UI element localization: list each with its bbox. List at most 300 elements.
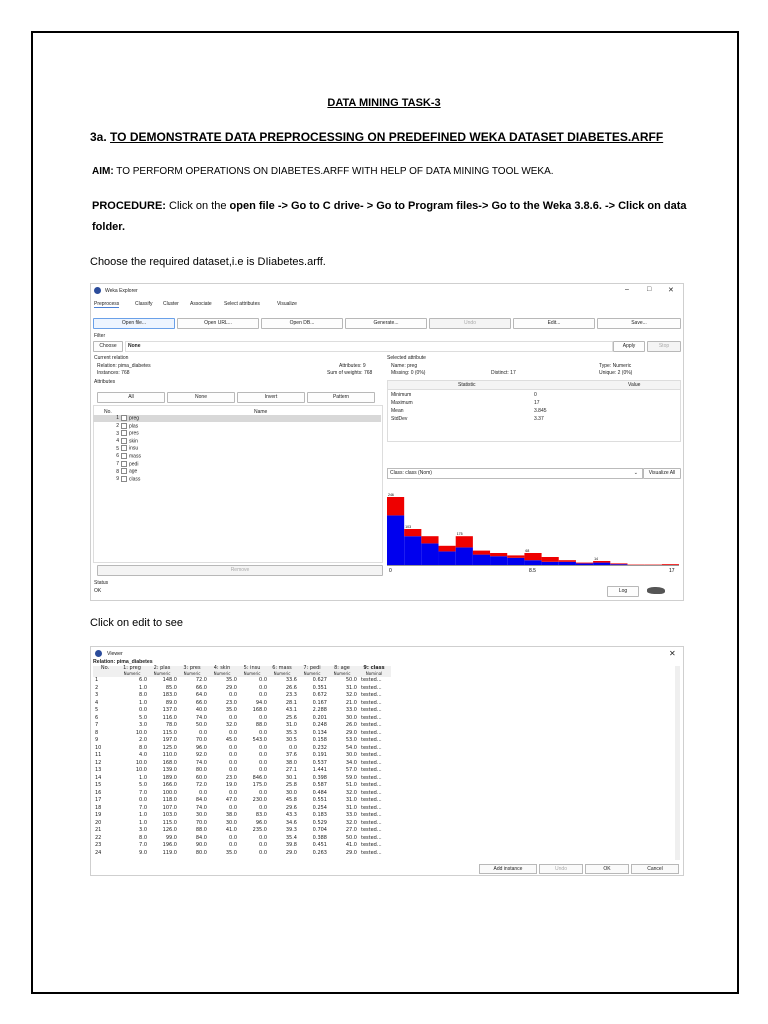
- attribute-checkbox[interactable]: [121, 415, 127, 421]
- table-cell[interactable]: 3.0: [139, 722, 147, 728]
- table-cell[interactable]: 0.704: [312, 827, 327, 833]
- table-cell[interactable]: 35.4: [285, 834, 297, 841]
- table-cell[interactable]: tested...: [361, 707, 382, 713]
- table-cell[interactable]: tested...: [361, 834, 382, 841]
- table-cell[interactable]: 39.3: [285, 827, 297, 833]
- table-cell[interactable]: 40.0: [195, 707, 207, 713]
- attribute-row[interactable]: [93, 423, 381, 430]
- table-cell[interactable]: 47.0: [225, 797, 237, 803]
- table-cell[interactable]: 25.8: [285, 782, 297, 788]
- table-cell[interactable]: 70.0: [195, 819, 207, 826]
- minimize-icon[interactable]: –: [625, 286, 629, 293]
- table-cell[interactable]: 1.0: [139, 699, 147, 706]
- table-cell[interactable]: 37.6: [285, 752, 297, 758]
- table-cell[interactable]: tested...: [361, 842, 382, 848]
- table-cell[interactable]: 2.288: [312, 707, 327, 713]
- table-cell[interactable]: 35.0: [225, 707, 237, 713]
- tab-associate[interactable]: Associate: [190, 301, 212, 307]
- table-cell[interactable]: 0.0: [199, 789, 207, 796]
- table-cell[interactable]: 50.0: [345, 677, 357, 683]
- table-cell[interactable]: 54.0: [345, 744, 357, 751]
- table-cell[interactable]: 66.0: [195, 684, 207, 691]
- table-cell[interactable]: 43.3: [285, 812, 297, 818]
- column-header[interactable]: [177, 666, 207, 677]
- table-cell[interactable]: 0.0: [259, 842, 267, 848]
- table-cell[interactable]: 84.0: [195, 797, 207, 803]
- table-cell[interactable]: 33.6: [285, 677, 297, 683]
- table-cell[interactable]: 35.3: [285, 729, 297, 736]
- table-cell[interactable]: 30.0: [345, 714, 357, 721]
- column-header[interactable]: [327, 666, 357, 677]
- table-cell[interactable]: 8: [95, 729, 99, 736]
- attribute-row[interactable]: [93, 415, 381, 422]
- table-cell[interactable]: 115.0: [162, 819, 177, 826]
- attribute-row[interactable]: [93, 453, 381, 460]
- attribute-checkbox[interactable]: [121, 438, 127, 444]
- table-cell[interactable]: 29.0: [225, 684, 237, 691]
- open-db-button[interactable]: Open DB...: [261, 318, 343, 329]
- table-cell[interactable]: tested...: [361, 819, 382, 826]
- apply-button[interactable]: Apply: [613, 341, 645, 352]
- attribute-row[interactable]: [93, 461, 381, 468]
- table-cell[interactable]: 0.0: [199, 729, 207, 736]
- table-cell[interactable]: 175.0: [252, 782, 267, 788]
- table-cell[interactable]: 45.0: [225, 737, 237, 743]
- table-cell[interactable]: 26.6: [285, 684, 297, 691]
- table-cell[interactable]: 72.0: [195, 782, 207, 788]
- table-cell[interactable]: 0.0: [259, 789, 267, 796]
- table-cell[interactable]: tested...: [361, 722, 382, 728]
- table-cell[interactable]: 0.0: [229, 759, 237, 766]
- class-select[interactable]: [387, 468, 643, 479]
- table-cell[interactable]: 29.0: [345, 729, 357, 736]
- stop-button[interactable]: Stop: [647, 341, 681, 352]
- table-cell[interactable]: 51.0: [345, 782, 357, 788]
- open-url-button[interactable]: Open URL...: [177, 318, 259, 329]
- table-cell[interactable]: 2.0: [139, 737, 147, 743]
- column-header[interactable]: [237, 666, 267, 677]
- table-cell[interactable]: 197.0: [162, 737, 177, 743]
- table-cell[interactable]: 8.0: [139, 834, 147, 841]
- column-header[interactable]: [207, 666, 237, 677]
- table-row[interactable]: [93, 692, 391, 700]
- table-cell[interactable]: 0.0: [229, 692, 237, 698]
- table-cell[interactable]: tested...: [361, 759, 382, 766]
- table-cell[interactable]: 57.0: [345, 767, 357, 773]
- close-icon[interactable]: ✕: [669, 649, 676, 658]
- table-cell[interactable]: 96.0: [255, 819, 267, 826]
- table-row[interactable]: [93, 760, 391, 768]
- table-cell[interactable]: 38.0: [285, 759, 297, 766]
- table-cell[interactable]: 16: [95, 789, 102, 796]
- table-cell[interactable]: 8.0: [139, 692, 147, 698]
- attribute-checkbox[interactable]: [121, 453, 127, 459]
- table-cell[interactable]: 32.0: [225, 722, 237, 728]
- table-cell[interactable]: 18: [95, 804, 102, 811]
- table-cell[interactable]: 94.0: [255, 699, 267, 706]
- table-row[interactable]: [93, 812, 391, 820]
- table-cell[interactable]: tested...: [361, 774, 382, 781]
- table-cell[interactable]: 0.0: [229, 789, 237, 796]
- table-cell[interactable]: 189.0: [162, 774, 177, 781]
- table-cell[interactable]: 1: [95, 677, 99, 683]
- table-cell[interactable]: 0.134: [312, 729, 327, 736]
- filter-field[interactable]: None: [125, 341, 613, 352]
- table-cell[interactable]: 119.0: [162, 849, 177, 856]
- table-cell[interactable]: tested...: [361, 744, 382, 751]
- table-cell[interactable]: 0.672: [312, 692, 327, 698]
- table-cell[interactable]: 29.0: [345, 849, 357, 856]
- table-cell[interactable]: 23.3: [285, 692, 297, 698]
- table-row[interactable]: [93, 745, 391, 753]
- table-cell[interactable]: 116.0: [162, 714, 177, 721]
- table-row[interactable]: [93, 767, 391, 775]
- table-row[interactable]: [93, 842, 391, 850]
- table-row[interactable]: [93, 715, 391, 723]
- tab-select-attributes[interactable]: Select attributes: [224, 301, 260, 307]
- table-cell[interactable]: 115.0: [162, 729, 177, 736]
- attribute-checkbox[interactable]: [121, 445, 127, 451]
- table-cell[interactable]: tested...: [361, 684, 382, 691]
- table-cell[interactable]: 0.627: [312, 677, 327, 683]
- table-cell[interactable]: 88.0: [255, 722, 267, 728]
- table-cell[interactable]: 30.0: [195, 812, 207, 818]
- table-cell[interactable]: 0.0: [259, 804, 267, 811]
- table-cell[interactable]: 21: [95, 827, 102, 833]
- attribute-checkbox[interactable]: [121, 468, 127, 474]
- table-cell[interactable]: 89.0: [165, 699, 177, 706]
- table-cell[interactable]: 30.0: [225, 819, 237, 826]
- table-cell[interactable]: 8.0: [139, 744, 147, 751]
- table-cell[interactable]: 148.0: [162, 677, 177, 683]
- table-cell[interactable]: 0.0: [229, 804, 237, 811]
- table-cell[interactable]: 24: [95, 849, 102, 856]
- table-row[interactable]: [93, 722, 391, 730]
- invert-button[interactable]: Invert: [237, 392, 305, 403]
- undo-button[interactable]: Undo: [539, 864, 583, 874]
- table-cell[interactable]: 27.1: [285, 767, 297, 773]
- table-cell[interactable]: 139.0: [162, 767, 177, 773]
- table-cell[interactable]: 29.6: [285, 804, 297, 811]
- table-cell[interactable]: 196.0: [162, 842, 177, 848]
- table-cell[interactable]: 168.0: [252, 707, 267, 713]
- table-cell[interactable]: 27.0: [345, 827, 357, 833]
- table-row[interactable]: [93, 782, 391, 790]
- attribute-row[interactable]: [93, 476, 381, 483]
- table-cell[interactable]: 0.0: [139, 707, 147, 713]
- ok-button[interactable]: OK: [585, 864, 629, 874]
- table-cell[interactable]: 0.0: [259, 849, 267, 856]
- table-cell[interactable]: 84.0: [195, 834, 207, 841]
- table-cell[interactable]: 50.0: [195, 722, 207, 728]
- table-cell[interactable]: 32.0: [345, 819, 357, 826]
- table-cell[interactable]: 33.0: [345, 812, 357, 818]
- table-cell[interactable]: 23.0: [225, 774, 237, 781]
- table-cell[interactable]: 846.0: [252, 774, 267, 781]
- table-cell[interactable]: 10.0: [135, 767, 147, 773]
- table-cell[interactable]: 30.5: [285, 737, 297, 743]
- table-cell[interactable]: 38.0: [225, 812, 237, 818]
- table-cell[interactable]: 0.201: [312, 714, 327, 721]
- table-cell[interactable]: tested...: [361, 812, 382, 818]
- table-cell[interactable]: 59.0: [345, 774, 357, 781]
- table-cell[interactable]: 90.0: [195, 842, 207, 848]
- table-cell[interactable]: 230.0: [252, 797, 267, 803]
- table-cell[interactable]: 0.0: [229, 842, 237, 848]
- attribute-checkbox[interactable]: [121, 423, 127, 429]
- table-cell[interactable]: 15: [95, 782, 102, 788]
- table-cell[interactable]: 34.0: [345, 759, 357, 766]
- attribute-row[interactable]: [93, 445, 381, 452]
- table-cell[interactable]: tested...: [361, 849, 382, 856]
- log-button[interactable]: Log: [607, 586, 639, 597]
- table-cell[interactable]: 35.0: [225, 849, 237, 856]
- table-cell[interactable]: 4.0: [139, 752, 147, 758]
- table-cell[interactable]: 31.0: [285, 722, 297, 728]
- table-cell[interactable]: 26.0: [345, 722, 357, 728]
- table-cell[interactable]: 110.0: [162, 752, 177, 758]
- table-cell[interactable]: 2: [95, 684, 99, 691]
- table-cell[interactable]: 0.0: [229, 729, 237, 736]
- table-row[interactable]: [93, 790, 391, 798]
- table-row[interactable]: [93, 805, 391, 813]
- table-cell[interactable]: 19.0: [225, 782, 237, 788]
- table-cell[interactable]: tested...: [361, 827, 382, 833]
- select-all-button[interactable]: All: [97, 392, 165, 403]
- table-cell[interactable]: 166.0: [162, 782, 177, 788]
- table-cell[interactable]: 12: [95, 759, 102, 766]
- add-instance-button[interactable]: Add instance: [479, 864, 537, 874]
- table-cell[interactable]: 0.263: [312, 849, 327, 856]
- table-cell[interactable]: 88.0: [195, 827, 207, 833]
- table-cell[interactable]: 21.0: [345, 699, 357, 706]
- vertical-scrollbar[interactable]: [675, 666, 680, 860]
- table-cell[interactable]: tested...: [361, 767, 382, 773]
- table-cell[interactable]: 0.551: [312, 797, 327, 803]
- table-cell[interactable]: 99.0: [165, 834, 177, 841]
- table-cell[interactable]: 78.0: [165, 722, 177, 728]
- table-cell[interactable]: 32.0: [345, 692, 357, 698]
- table-cell[interactable]: 31.0: [345, 804, 357, 811]
- table-cell[interactable]: 39.8: [285, 842, 297, 848]
- attribute-checkbox[interactable]: [121, 430, 127, 436]
- table-row[interactable]: [93, 700, 391, 708]
- table-cell[interactable]: tested...: [361, 714, 382, 721]
- table-cell[interactable]: 23: [95, 842, 102, 848]
- table-cell[interactable]: 0.0: [259, 729, 267, 736]
- table-cell[interactable]: 0.0: [259, 684, 267, 691]
- table-cell[interactable]: 0.254: [312, 804, 327, 811]
- table-cell[interactable]: 74.0: [195, 804, 207, 811]
- table-cell[interactable]: 33.0: [345, 707, 357, 713]
- tab-visualize[interactable]: Visualize: [277, 301, 297, 307]
- tab-cluster[interactable]: Cluster: [163, 301, 179, 307]
- column-header[interactable]: [297, 666, 327, 677]
- table-cell[interactable]: 29.0: [285, 849, 297, 856]
- table-cell[interactable]: 137.0: [162, 707, 177, 713]
- attribute-row[interactable]: [93, 438, 381, 445]
- table-cell[interactable]: 100.0: [162, 789, 177, 796]
- table-cell[interactable]: 60.0: [195, 774, 207, 781]
- table-cell[interactable]: 10.0: [135, 759, 147, 766]
- table-cell[interactable]: 41.0: [345, 842, 357, 848]
- table-cell[interactable]: 0.232: [312, 744, 327, 751]
- attribute-row[interactable]: [93, 430, 381, 437]
- table-cell[interactable]: 41.0: [225, 827, 237, 833]
- table-cell[interactable]: 0.398: [312, 774, 327, 781]
- table-row[interactable]: [93, 797, 391, 805]
- table-cell[interactable]: 50.0: [345, 834, 357, 841]
- table-cell[interactable]: 0.484: [312, 789, 327, 796]
- table-cell[interactable]: 0.0: [229, 744, 237, 751]
- generate-button[interactable]: Generate...: [345, 318, 427, 329]
- attribute-checkbox[interactable]: [121, 476, 127, 482]
- pattern-button[interactable]: Pattern: [307, 392, 375, 403]
- table-cell[interactable]: 0.0: [229, 767, 237, 773]
- edit-button[interactable]: Edit...: [513, 318, 595, 329]
- table-row[interactable]: [93, 827, 391, 835]
- visualize-all-button[interactable]: Visualize All: [643, 468, 681, 479]
- maximize-icon[interactable]: □: [647, 286, 652, 293]
- table-cell[interactable]: 74.0: [195, 759, 207, 766]
- table-cell[interactable]: 0.0: [259, 834, 267, 841]
- table-cell[interactable]: 0.0: [259, 767, 267, 773]
- table-cell[interactable]: 20: [95, 819, 102, 826]
- table-cell[interactable]: 0.0: [259, 744, 267, 751]
- close-icon[interactable]: ✕: [668, 287, 674, 294]
- table-cell[interactable]: 7.0: [139, 789, 147, 796]
- table-cell[interactable]: 28.1: [285, 699, 297, 706]
- table-cell[interactable]: 74.0: [195, 714, 207, 721]
- table-cell[interactable]: 80.0: [195, 767, 207, 773]
- table-cell[interactable]: 0.529: [312, 819, 327, 826]
- table-cell[interactable]: 45.8: [285, 797, 297, 803]
- table-row[interactable]: [93, 707, 391, 715]
- table-cell[interactable]: 0.0: [259, 714, 267, 721]
- table-cell[interactable]: 0.0: [259, 759, 267, 766]
- table-cell[interactable]: 7.0: [139, 804, 147, 811]
- table-cell[interactable]: 70.0: [195, 737, 207, 743]
- save-button[interactable]: Save...: [597, 318, 681, 329]
- table-row[interactable]: [93, 685, 391, 693]
- table-cell[interactable]: 0.537: [312, 759, 327, 766]
- table-cell[interactable]: 0.0: [259, 677, 267, 683]
- table-cell[interactable]: 25.6: [285, 714, 297, 721]
- table-cell[interactable]: tested...: [361, 804, 382, 811]
- table-cell[interactable]: 83.0: [255, 812, 267, 818]
- table-cell[interactable]: 183.0: [162, 692, 177, 698]
- table-cell[interactable]: 0.191: [312, 752, 327, 758]
- table-cell[interactable]: 0.0: [139, 797, 147, 803]
- table-cell[interactable]: 64.0: [195, 692, 207, 698]
- table-cell[interactable]: tested...: [361, 692, 382, 698]
- table-cell[interactable]: 53.0: [345, 737, 357, 743]
- table-cell[interactable]: 9: [95, 737, 99, 743]
- table-cell[interactable]: 0.183: [312, 812, 327, 818]
- table-cell[interactable]: 1.0: [139, 812, 147, 818]
- table-cell[interactable]: 0.0: [259, 752, 267, 758]
- undo-button[interactable]: Undo: [429, 318, 511, 329]
- choose-filter-button[interactable]: Choose: [93, 341, 123, 352]
- table-cell[interactable]: 23.0: [225, 699, 237, 706]
- table-cell[interactable]: tested...: [361, 737, 382, 743]
- table-row[interactable]: [93, 730, 391, 738]
- table-cell[interactable]: 1.0: [139, 684, 147, 691]
- cancel-button[interactable]: Cancel: [631, 864, 679, 874]
- table-row[interactable]: [93, 752, 391, 760]
- column-header[interactable]: [147, 666, 177, 677]
- table-cell[interactable]: 0.587: [312, 782, 327, 788]
- table-row[interactable]: [93, 775, 391, 783]
- table-cell[interactable]: 543.0: [252, 737, 267, 743]
- table-cell[interactable]: 80.0: [195, 849, 207, 856]
- table-cell[interactable]: tested...: [361, 677, 382, 683]
- table-cell[interactable]: 3.0: [139, 827, 147, 833]
- table-cell[interactable]: 66.0: [195, 699, 207, 706]
- table-cell[interactable]: 0.0: [259, 692, 267, 698]
- table-cell[interactable]: 5: [95, 707, 99, 713]
- attribute-checkbox[interactable]: [121, 461, 127, 467]
- table-cell[interactable]: 9.0: [139, 849, 147, 856]
- table-cell[interactable]: 5.0: [139, 714, 147, 721]
- column-header[interactable]: [357, 666, 391, 677]
- table-row[interactable]: [93, 820, 391, 828]
- table-cell[interactable]: 0.167: [312, 699, 327, 706]
- table-cell[interactable]: 1.0: [139, 819, 147, 826]
- table-cell[interactable]: 1.0: [139, 774, 147, 781]
- table-cell[interactable]: 30.0: [285, 789, 297, 796]
- table-cell[interactable]: 14: [95, 774, 102, 781]
- table-cell[interactable]: 92.0: [195, 752, 207, 758]
- table-cell[interactable]: 6: [95, 714, 99, 721]
- table-cell[interactable]: 0.248: [312, 722, 327, 728]
- table-cell[interactable]: 0.0: [229, 752, 237, 758]
- table-cell[interactable]: 17: [95, 797, 102, 803]
- table-cell[interactable]: 43.1: [285, 707, 297, 713]
- table-cell[interactable]: 13: [95, 767, 102, 773]
- table-cell[interactable]: 0.351: [312, 684, 327, 691]
- table-cell[interactable]: 0.451: [312, 842, 327, 848]
- table-cell[interactable]: 31.0: [345, 684, 357, 691]
- table-cell[interactable]: 1.441: [312, 767, 327, 773]
- select-none-button[interactable]: None: [167, 392, 235, 403]
- table-cell[interactable]: 126.0: [162, 827, 177, 833]
- table-cell[interactable]: 19: [95, 812, 102, 818]
- table-cell[interactable]: tested...: [361, 729, 382, 736]
- table-cell[interactable]: 30.0: [345, 752, 357, 758]
- table-cell[interactable]: 107.0: [162, 804, 177, 811]
- table-row[interactable]: [93, 850, 391, 858]
- table-cell[interactable]: 5.0: [139, 782, 147, 788]
- table-cell[interactable]: tested...: [361, 699, 382, 706]
- table-cell[interactable]: 11: [95, 752, 102, 758]
- table-cell[interactable]: 10: [95, 744, 102, 751]
- table-cell[interactable]: 7.0: [139, 842, 147, 848]
- tab-preprocess[interactable]: Preprocess: [94, 301, 120, 307]
- table-cell[interactable]: 103.0: [162, 812, 177, 818]
- tab-classify[interactable]: Classify: [135, 301, 153, 307]
- table-cell[interactable]: 0.158: [312, 737, 327, 743]
- table-row[interactable]: [93, 737, 391, 745]
- remove-button[interactable]: Remove: [97, 565, 383, 576]
- table-cell[interactable]: 85.0: [165, 684, 177, 691]
- column-header[interactable]: [93, 666, 117, 677]
- table-cell[interactable]: 235.0: [252, 827, 267, 833]
- attribute-row[interactable]: [93, 468, 381, 475]
- table-cell[interactable]: 6.0: [139, 677, 147, 683]
- table-cell[interactable]: 31.0: [345, 797, 357, 803]
- table-cell[interactable]: tested...: [361, 752, 382, 758]
